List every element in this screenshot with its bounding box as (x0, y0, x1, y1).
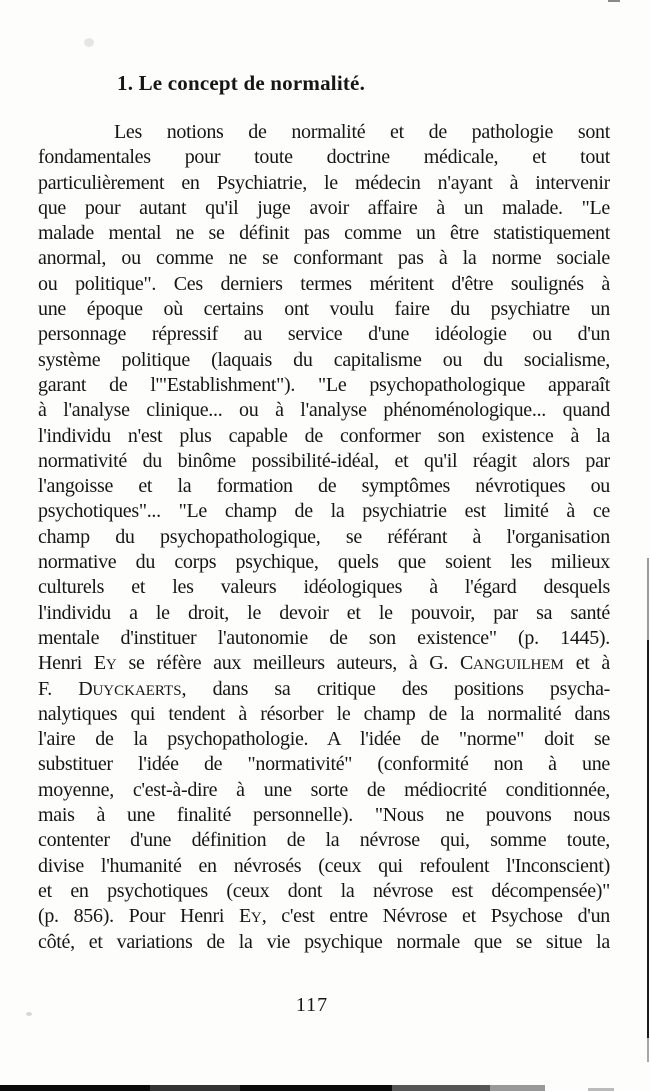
text-segment: moyenne, c'est-à-dire à une sorte de médiocrité conditionnée, (38, 778, 610, 801)
scan-bottom-bar (0, 1085, 150, 1091)
text-segment: fondamentales pour toute doctrine médicale, et tout (38, 146, 610, 169)
text-line (38, 348, 610, 373)
text-line (38, 904, 610, 929)
text-segment: et en psychotiques (ceux dont la névrose est décompensée)" (38, 879, 610, 902)
scan-edge-line-gray-top (647, 558, 649, 640)
text-segment: mentale d'instituer l'autonomie de son existence" (p. 1445). (38, 626, 610, 649)
small-caps-name: Y (105, 657, 117, 674)
text-segment: psychotiques"... "Le champ de la psychiatrie est limité à ce (38, 500, 610, 523)
text-segment: l'individu n'est plus capable de conformer son existence à la (38, 424, 610, 447)
text-line (38, 474, 610, 499)
page-number: 117 (295, 994, 329, 1016)
text-line (38, 854, 610, 879)
text-segment: se réfère aux meilleurs auteurs, à G. C (116, 652, 474, 675)
text-segment: particulièrement en Psychiatrie, le médecin n'ayant à intervenir (38, 171, 610, 194)
text-line (38, 424, 610, 449)
text-line (38, 297, 610, 322)
text-segment: , dans sa critique des positions psycha- (181, 677, 610, 700)
text-segment: (p. 856). Pour Henri E (38, 905, 251, 928)
text-line (38, 575, 610, 600)
text-line (38, 778, 610, 803)
text-segment: garant de l'"Establishment"). "Le psychopathologique apparaît (38, 373, 610, 396)
text-segment: Henri E (38, 652, 106, 675)
text-segment: l'angoisse et la formation de symptômes névrotiques ou (38, 475, 610, 498)
small-caps-name: ANGUILHEM (473, 657, 564, 674)
text-line (38, 373, 610, 398)
text-line (38, 828, 610, 853)
text-line (38, 499, 610, 524)
text-line (38, 601, 610, 626)
text-segment: culturels et les valeurs idéologiques à l'égard desquels (38, 576, 610, 599)
body-paragraph (38, 120, 610, 955)
text-segment: contenter d'une définition de la névrose qui, somme toute, (38, 829, 610, 852)
text-segment: une époque où certains ont voulu faire du psychiatre un (38, 298, 610, 321)
text-segment: l'aire de la psychopathologie. A l'idée de "norme" doit se (38, 728, 610, 751)
text-segment: à l'analyse clinique... ou à l'analyse phénoménologique... quand (38, 399, 610, 422)
text-line (38, 727, 610, 752)
scan-bottom-bar (240, 1085, 392, 1091)
small-caps-name: UYCKAERTS (92, 682, 182, 699)
text-segment: l'individu a le droit, le devoir et le pouvoir, par sa santé (38, 601, 610, 624)
scan-smudge-top-left (84, 38, 94, 47)
text-line (38, 145, 610, 170)
text-line (38, 702, 610, 727)
text-line (38, 120, 610, 145)
text-segment: normativité du binôme possibilité-idéal, et qu'il réagit alors par (38, 449, 610, 472)
text-line (38, 246, 610, 271)
text-segment: normative du corps psychique, quels que soient les milieux (38, 551, 610, 574)
section-title: 1. Le concept de normalité. (117, 71, 366, 95)
scan-bottom-bar (490, 1085, 545, 1091)
text-segment: anormal, ou comme ne se conformant pas à la norme sociale (38, 247, 610, 270)
text-segment: personnage répressif au service d'une idéologie ou d'un (38, 323, 610, 346)
text-segment: nalytiques qui tendent à résorber le champ de la normalité dans (38, 702, 610, 725)
text-line (38, 221, 610, 246)
small-caps-name: Y (250, 910, 262, 927)
text-segment: et à (563, 652, 610, 675)
text-line (38, 930, 610, 955)
text-line (38, 272, 610, 297)
scan-edge-line-black (647, 640, 649, 1038)
text-line (38, 196, 610, 221)
scan-edge-line-gray-bottom (647, 1038, 649, 1062)
scan-bottom-bar (150, 1085, 240, 1091)
text-line (38, 626, 610, 651)
text-segment: champ du psychopathologique, se référant à l'organisation (38, 525, 610, 548)
text-segment: système politique (laquais du capitalisme ou du socialisme, (38, 348, 610, 371)
text-segment: , c'est entre Névrose et Psychose d'un (261, 905, 610, 928)
text-line (38, 449, 610, 474)
text-segment: F. D (38, 677, 93, 700)
text-segment: côté, et variations de la vie psychique normale que se situe la (38, 930, 610, 953)
text-segment: divise l'humanité en névrosés (ceux qui refoulent l'Inconscient) (38, 854, 610, 877)
text-line (38, 677, 610, 702)
text-line (38, 322, 610, 347)
text-line (38, 651, 610, 676)
text-segment: ou politique". Ces derniers termes méritent d'être soulignés à (38, 272, 610, 295)
text-line (38, 525, 610, 550)
text-line (38, 171, 610, 196)
scan-smudge-bottom-left (26, 1012, 32, 1016)
text-segment: mais à une finalité personnelle). "Nous ne pouvons nous (38, 804, 610, 827)
text-line (38, 879, 610, 904)
text-line (38, 752, 610, 777)
text-segment: substituer l'idée de "normativité" (conformité non à une (38, 753, 610, 776)
text-segment: Les notions de normalité et de pathologie sont (114, 121, 610, 143)
scan-mark-top-right (608, 0, 620, 2)
text-segment: malade mental ne se définit pas comme un être statistiquement (38, 222, 610, 245)
scan-bottom-bar (392, 1085, 490, 1091)
text-line (38, 803, 610, 828)
text-line (38, 550, 610, 575)
text-line (38, 398, 610, 423)
text-segment: que pour autant qu'il juge avoir affaire à un malade. "Le (38, 196, 610, 219)
